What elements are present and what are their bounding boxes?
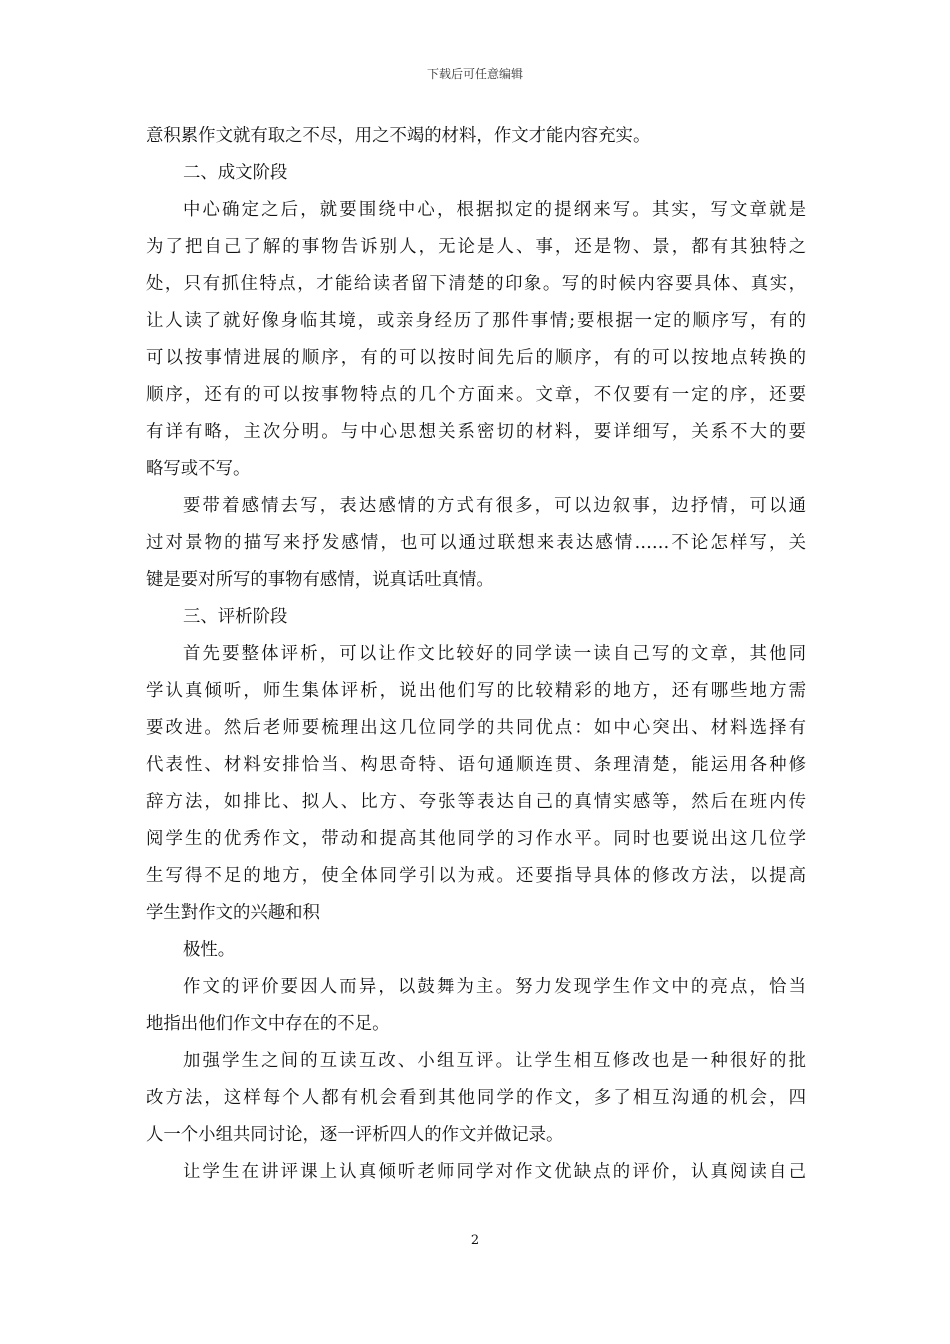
paragraph-5-line-4: 辞方法，如排比、拟人、比方、夸张等表达自己的真情实感等，然后在班内传 — [146, 792, 806, 812]
paragraph-2-line-1: 为了把自己了解的事物告诉别人，无论是人、事，还是物、景，都有其独特之 — [146, 237, 806, 257]
paragraph-2-line-3: 让人读了就好像身临其境，或亲身经历了那件事情;要根据一定的顺序写，有的 — [146, 311, 806, 331]
paragraph-2-line-7: 略写或不写。 — [146, 459, 251, 479]
paragraph-9-line-0: 让学生在讲评课上认真倾听老师同学对作文优缺点的评价，认真阅读自己 — [183, 1162, 806, 1182]
header-note: 下载后可任意编辑 — [426, 67, 523, 81]
paragraph-3-line-0: 要带着感情去写，表达感情的方式有很多，可以边叙事，边抒情，可以通 — [183, 496, 806, 516]
paragraph-0-line-0: 意积累作文就有取之不尽，用之不竭的材料，作文才能内容充实。 — [146, 126, 651, 146]
paragraph-5-line-1: 学认真倾听，师生集体评析，说出他们写的比较精彩的地方，还有哪些地方需 — [146, 681, 806, 701]
page-number: 2 — [470, 1233, 480, 1248]
paragraph-8-line-2: 人一个小组共同讨论，逐一评析四人的作文并做记录。 — [146, 1125, 564, 1145]
paragraph-5-line-2: 要改进。然后老师要梳理出这几位同学的共同优点：如中心突出、材料选择有 — [146, 718, 806, 738]
paragraph-7-line-0: 作文的评价要因人而异，以鼓舞为主。努力发现学生作文中的亮点，恰当 — [183, 977, 806, 997]
paragraph-7-line-1: 地指出他们作文中存在的不足。 — [146, 1014, 390, 1034]
paragraph-2-line-0: 中心确定之后，就要围绕中心，根据拟定的提纲来写。其实，写文章就是 — [183, 200, 806, 220]
paragraph-8-line-1: 改方法，这样每个人都有机会看到其他同学的作文，多了相互沟通的机会，四 — [146, 1088, 806, 1108]
paragraph-2-line-4: 可以按事情进展的顺序，有的可以按时间先后的顺序，有的可以按地点转换的 — [146, 348, 806, 368]
paragraph-5-line-0: 首先要整体评析，可以让作文比较好的同学读一读自己写的文章，其他同 — [183, 644, 806, 664]
paragraph-4-line-0: 三、评析阶段 — [183, 607, 288, 627]
document-body — [146, 118, 806, 1191]
paragraph-8-line-0: 加强学生之间的互读互改、小组互评。让学生相互修改也是一种很好的批 — [183, 1051, 806, 1071]
paragraph-6-line-0: 极性。 — [183, 940, 236, 960]
paragraph-5-line-7: 学生對作文的兴趣和积 — [146, 903, 320, 923]
paragraph-2-line-2: 处，只有抓住特点，才能给读者留下清楚的印象。写的时候内容要具体、真实， — [146, 274, 806, 294]
paragraph-2-line-6: 有详有略，主次分明。与中心思想关系密切的材料，要详细写，关系不大的要 — [146, 422, 806, 442]
paragraph-3-line-1: 过对景物的描写来抒发感情，也可以通过联想来表达感情……不论怎样写，关 — [146, 533, 806, 553]
paragraph-1-line-0: 二、成文阶段 — [183, 163, 288, 183]
paragraph-2-line-5: 顺序，还有的可以按事物特点的几个方面来。文章，不仅要有一定的序，还要 — [146, 385, 806, 405]
paragraph-5-line-6: 生写得不足的地方，使全体同学引以为戒。还要指导具体的修改方法，以提高 — [146, 866, 806, 886]
paragraph-3-line-2: 键是要对所写的事物有感情，说真话吐真情。 — [146, 570, 494, 590]
paragraph-5-line-5: 阅学生的优秀作文，带动和提高其他同学的习作水平。同时也要说出这几位学 — [146, 829, 806, 849]
paragraph-5-line-3: 代表性、材料安排恰当、构思奇特、语句通顺连贯、条理清楚，能运用各种修 — [146, 755, 806, 775]
